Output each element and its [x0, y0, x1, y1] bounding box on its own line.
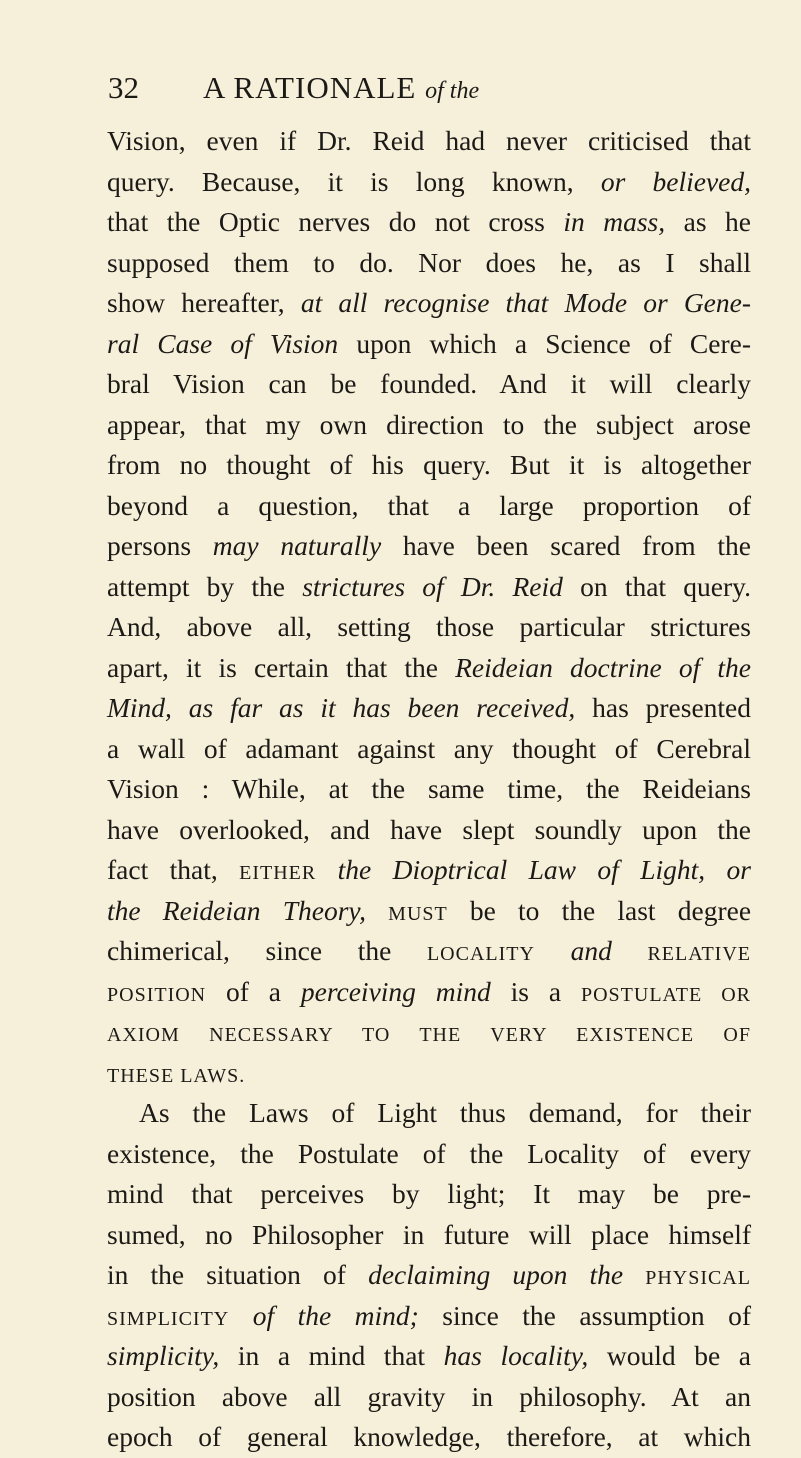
text-segment — [535, 935, 571, 966]
text-line — [107, 1377, 751, 1418]
text-segment: a wall of adamant against any thought of Cerebral — [107, 732, 751, 764]
text-line — [107, 1336, 751, 1377]
italic-phrase: may naturally — [212, 530, 382, 561]
text-segment: query. Because, it is long known, — [107, 165, 601, 197]
text-segment: that the Optic nerves do not cross — [107, 206, 564, 237]
text-line — [107, 283, 751, 324]
italic-phrase: the Dioptrical Law of Light, or — [337, 854, 752, 885]
text-line — [107, 162, 751, 203]
text-line — [107, 1417, 751, 1458]
text-segment — [366, 895, 388, 926]
text-line — [107, 243, 751, 284]
text-line — [107, 891, 751, 932]
text-segment: fact that, — [107, 854, 240, 885]
running-title-suffix: of the — [425, 78, 480, 104]
text-line — [107, 769, 751, 810]
text-segment — [612, 935, 648, 966]
text-segment: existence, the Postulate of the Locality of every — [107, 1137, 751, 1169]
small-caps-phrase: POSITION — [107, 983, 207, 1006]
text-line — [107, 607, 751, 648]
italic-phrase: has locality, — [443, 1340, 589, 1371]
text-segment: in the situation of — [107, 1259, 369, 1290]
small-caps-phrase: LOCALITY — [426, 943, 535, 965]
text-segment: mind that perceives by light; It may be pre- — [107, 1178, 751, 1209]
text-segment: of a — [206, 975, 301, 1007]
text-line — [107, 931, 751, 972]
text-line — [107, 364, 751, 405]
text-line — [107, 729, 751, 770]
text-segment: epoch of general knowledge, therefore, at which — [107, 1421, 751, 1452]
italic-phrase: of the mind; — [252, 1299, 419, 1331]
text-segment: As the Laws of Light thus demand, for their — [139, 1097, 751, 1128]
italic-phrase: in mass, — [563, 206, 666, 237]
text-segment: bral Vision can be founded. And it will clearly — [107, 368, 751, 399]
text-line — [107, 405, 751, 446]
text-segment: apart, it is certain that the — [107, 651, 456, 683]
running-header — [108, 70, 741, 110]
italic-phrase: strictures of Dr. Reid — [302, 570, 563, 602]
text-segment: chimerical, since the — [107, 935, 427, 966]
text-segment: in a mind that — [219, 1340, 444, 1371]
small-caps-phrase: POSTULATE OR — [580, 983, 751, 1006]
text-segment: have overlooked, and have slept soundly upon the — [107, 813, 751, 845]
text-line — [107, 445, 751, 486]
text-line — [107, 324, 751, 365]
text-line — [107, 972, 751, 1013]
text-segment: since the assumption of — [418, 1299, 751, 1331]
small-caps-phrase: AXIOM NECESSARY TO THE VERY EXISTENCE OF — [107, 1024, 751, 1046]
italic-phrase: declaiming upon the — [368, 1259, 624, 1290]
text-line — [107, 1255, 751, 1296]
text-segment: have been scared from the — [381, 530, 751, 561]
small-caps-phrase: EITHER — [239, 862, 317, 884]
text-segment: Vision : While, at the same time, the Reideians — [107, 773, 751, 804]
italic-phrase: or believed, — [600, 165, 751, 197]
italic-phrase: Mind, as far as it has been received, — [107, 692, 576, 723]
italic-phrase: and — [570, 935, 612, 966]
running-title-main: A RATIONALE — [203, 70, 417, 105]
text-segment: supposed them to do. Nor does he, as I shall — [107, 246, 751, 278]
text-segment: persons — [107, 530, 213, 561]
text-line — [107, 567, 751, 608]
italic-phrase: perceiving mind — [300, 975, 491, 1007]
text-segment: has presented — [575, 692, 751, 723]
text-line — [107, 486, 751, 527]
italic-phrase: Reideian doctrine of the — [455, 651, 751, 683]
text-line — [107, 121, 751, 162]
small-caps-phrase: RELATIVE — [647, 943, 751, 965]
text-segment: attempt by the — [107, 570, 303, 602]
text-line — [107, 688, 751, 729]
body-text — [107, 121, 751, 1458]
text-segment: beyond a question, that a large proportion of — [107, 489, 751, 521]
small-caps-phrase: MUST — [388, 902, 448, 925]
text-segment: And, above all, setting those particular strictures — [107, 611, 751, 642]
text-line — [107, 810, 751, 851]
italic-phrase: ral Case of Vision — [107, 327, 339, 359]
text-segment: on that query. — [562, 570, 751, 602]
text-segment: from no thought of his query. But it is altogether — [107, 449, 751, 480]
text-segment: is a — [490, 975, 581, 1007]
small-caps-phrase: SIMPLICITY — [107, 1307, 230, 1330]
text-line — [107, 648, 751, 689]
italic-phrase: simplicity, — [107, 1340, 220, 1371]
text-segment: position above all gravity in philosophy. At an — [107, 1380, 751, 1412]
text-segment: show hereafter, — [107, 287, 301, 318]
running-title — [203, 70, 479, 106]
page-number: 32 — [108, 70, 139, 105]
text-line — [107, 850, 751, 891]
small-caps-phrase: THESE LAWS. — [107, 1064, 246, 1087]
text-segment — [623, 1259, 645, 1290]
text-line — [107, 1215, 751, 1256]
text-line — [107, 1012, 751, 1053]
text-segment: as he — [665, 206, 752, 237]
text-segment: be to the last degree — [447, 894, 752, 926]
text-line — [107, 1296, 751, 1337]
italic-phrase: the Reideian Theory, — [107, 894, 366, 926]
small-caps-phrase: PHYSICAL — [645, 1267, 751, 1289]
text-segment — [316, 854, 337, 885]
text-segment — [229, 1300, 252, 1331]
text-line — [107, 1174, 751, 1215]
text-line — [107, 1093, 751, 1134]
text-segment: appear, that my own direction to the subject arose — [107, 408, 751, 440]
text-line — [107, 1053, 751, 1094]
text-segment: sumed, no Philosopher in future will place himself — [107, 1218, 751, 1250]
text-segment: Vision, even if Dr. Reid had never criticised that — [107, 125, 751, 156]
italic-phrase: at all recognise that Mode or Gene- — [300, 287, 751, 318]
text-segment: would be a — [588, 1340, 751, 1371]
text-segment: upon which a Science of Cere- — [338, 327, 751, 359]
text-line — [107, 202, 751, 243]
text-line — [107, 1134, 751, 1175]
text-line — [107, 526, 751, 567]
